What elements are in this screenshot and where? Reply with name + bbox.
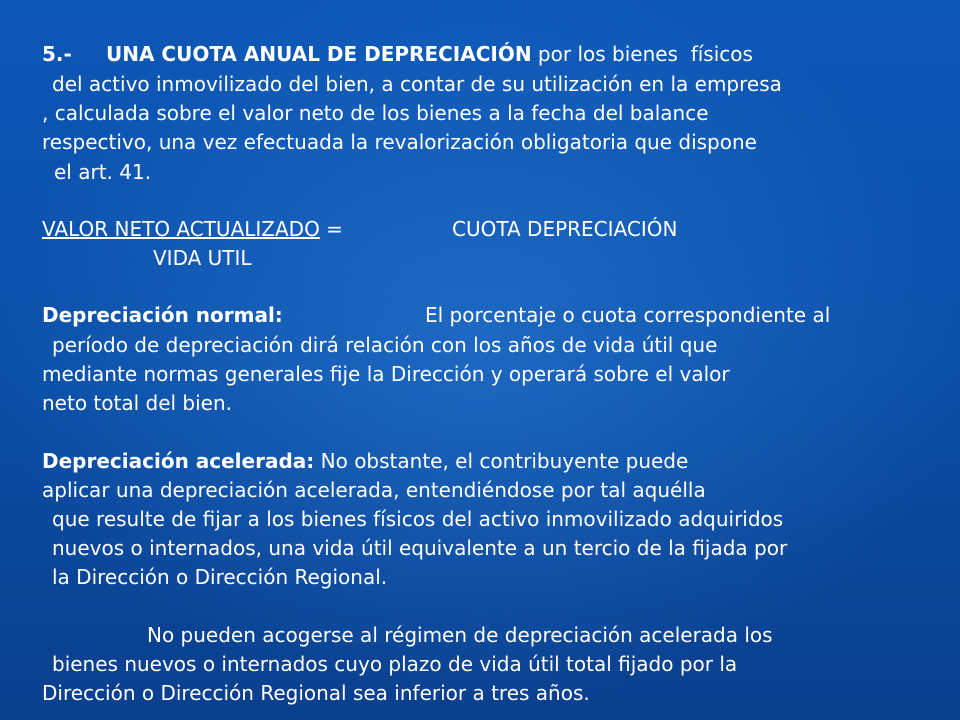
accelerated-label: Depreciación acelerada: (42, 449, 315, 473)
accelerated-line-4: nuevos o internados, una vida útil equivalente a un tercio de la fijada por (52, 536, 788, 560)
section-line-4: respectivo, una vez efectuada la revalorización obligatoria que dispone (42, 130, 757, 154)
formula-result: CUOTA DEPRECIACIÓN (452, 217, 678, 241)
section-heading: UNA CUOTA ANUAL DE DEPRECIACIÓN (106, 42, 532, 66)
section-line-5: el art. 41. (54, 160, 152, 184)
accelerated-line-1-rest: No obstante, el contribuyente puede (314, 449, 689, 473)
accelerated-line-2: aplicar una depreciación acelerada, entendiéndose por tal aquélla (42, 478, 706, 502)
normal-line-2: período de depreciación dirá relación con los años de vida útil que (52, 333, 718, 357)
formula-line (42, 215, 349, 243)
closing-line-2: bienes nuevos o internados cuyo plazo de vida útil total fijado por la (52, 652, 738, 676)
formula-numerator: VALOR NETO ACTUALIZADO (42, 217, 320, 241)
normal-line-4: neto total del bien. (42, 391, 233, 415)
closing-line-3: Dirección o Dirección Regional sea inferior a tres años. (42, 681, 590, 705)
section-number: 5.- (42, 42, 72, 66)
normal-line-1: El porcentaje o cuota correspondiente al (425, 303, 831, 327)
section-5-heading-line (42, 40, 753, 68)
accelerated-line-5: la Dirección o Dirección Regional. (52, 565, 388, 589)
section-line-3: , calculada sobre el valor neto de los bienes a la fecha del balance (42, 101, 709, 125)
closing-line-1: No pueden acogerse al régimen de depreciación acelerada los (147, 623, 773, 647)
formula-denominator: VIDA UTIL (153, 246, 252, 270)
normal-label: Depreciación normal: (42, 303, 283, 327)
section-line-1-rest: por los bienes físicos (531, 42, 753, 66)
formula-equals: = (319, 217, 350, 241)
accelerated-line-3: que resulte de fijar a los bienes físicos del activo inmovilizado adquiridos (52, 507, 784, 531)
accelerated-line-1 (42, 447, 688, 475)
section-line-2: del activo inmovilizado del bien, a contar de su utilización en la empresa (52, 72, 782, 96)
normal-line-3: mediante normas generales fije la Dirección y operará sobre el valor (42, 362, 730, 386)
